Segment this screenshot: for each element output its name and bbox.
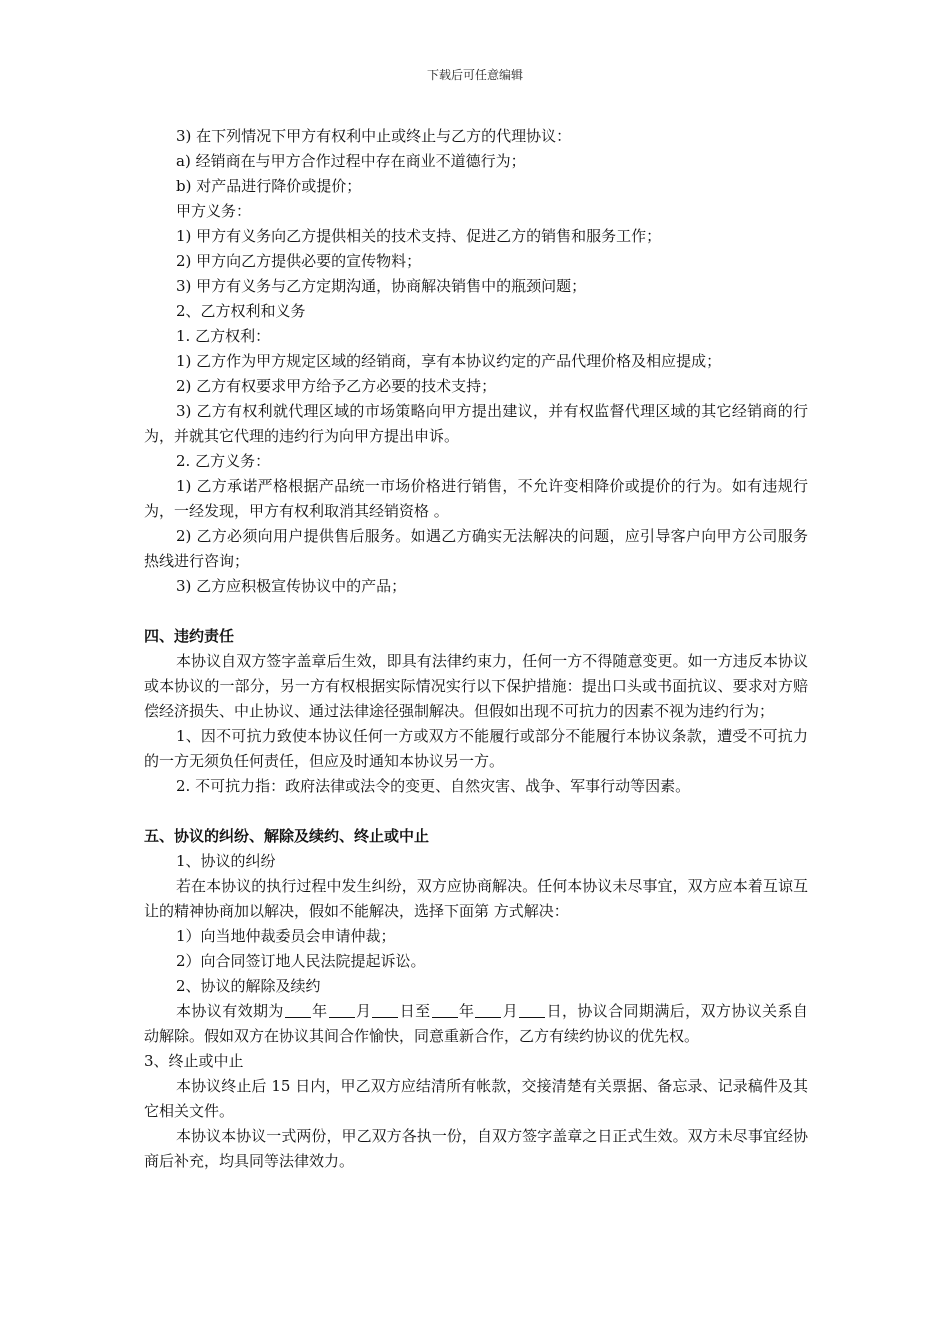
- section-5-option-1: 1）向当地仲裁委员会申请仲裁；: [176, 927, 396, 945]
- section-4-title: 四、违约责任: [144, 627, 235, 645]
- section-5-sub2-title: 2、协议的解除及续约: [176, 977, 321, 995]
- blank-end-day: [519, 1002, 545, 1018]
- validity-prefix: 本协议有效期为: [176, 1002, 284, 1020]
- unit-day-to: 日至: [399, 1002, 431, 1020]
- unit-year-2: 年: [458, 1002, 475, 1020]
- section-4-para-1: 本协议自双方签字盖章后生效，即具有法律约束力，任何一方不得随意变更。如一方违反本协议或本协议的一部分，另一方有权根据实际情况实行以下保护措施：提出口头或书面抗议、要求对方赔偿经济损失、中止协议、通过法律途径强制解决。但假如出现不可抗力的因素不视为违约行为；: [144, 652, 808, 720]
- clause-a: a) 经销商在与甲方合作过程中存在商业不道德行为；: [176, 152, 526, 170]
- party-a-duty-2: 2) 甲方向乙方提供必要的宣传物料；: [176, 252, 422, 270]
- validity-suffix: 日，协议合同期满后，双方协议关系自动解除。假如双方在协议其间合作愉快，同意重新合作，乙方有续约协议的优先权。: [144, 1002, 808, 1045]
- page-header: 下载后可任意编辑: [426, 68, 523, 82]
- party-b-duty-3: 3) 乙方应积极宣传协议中的产品；: [176, 577, 407, 595]
- section-4-para-2: 1、因不可抗力致使本协议任何一方或双方不能履行或部分不能履行本协议条款，遭受不可抗力的一方无须负任何责任，但应及时通知本协议另一方。: [144, 727, 808, 770]
- blank-end-year: [432, 1002, 458, 1018]
- clause-3-termination: 3) 在下列情况下甲方有权利中止或终止与乙方的代理协议：: [176, 127, 572, 145]
- section-4-para-3: 2. 不可抗力指：政府法律或法令的变更、自然灾害、战争、军事行动等因素。: [176, 777, 691, 795]
- unit-year-1: 年: [311, 1002, 328, 1020]
- section-5-sub3-para-1: 本协议终止后 15 日内，甲乙双方应结清所有帐款，交接清楚有关票据、备忘录、记录稿件及其它相关文件。: [144, 1077, 808, 1120]
- section-5-sub3-title: 3、终止或中止: [144, 1052, 244, 1070]
- blank-start-month: [329, 1002, 355, 1018]
- section-5-title: 五、协议的纠纷、解除及续约、终止或中止: [144, 827, 430, 845]
- section-5-sub1-para: 若在本协议的执行过程中发生纠纷，双方应协商解决。任何本协议未尽事宜，双方应本着互谅互让的精神协商加以解决，假如不能解决，选择下面第 方式解决：: [144, 877, 808, 920]
- party-b-section-heading: 2、乙方权利和义务: [176, 302, 306, 320]
- blank-start-year: [285, 1002, 311, 1018]
- unit-month-1: 月: [355, 1002, 372, 1020]
- blank-start-day: [372, 1002, 398, 1018]
- party-a-duty-1: 1) 甲方有义务向乙方提供相关的技术支持、促进乙方的销售和服务工作；: [176, 227, 662, 245]
- party-b-right-1: 1) 乙方作为甲方规定区域的经销商，享有本协议约定的产品代理价格及相应提成；: [176, 352, 722, 370]
- unit-month-2: 月: [502, 1002, 519, 1020]
- section-5-sub2-para: [144, 999, 808, 1049]
- party-b-duties-heading: 2. 乙方义务：: [176, 452, 271, 470]
- party-b-duty-2: 2) 乙方必须向用户提供售后服务。如遇乙方确实无法解决的问题，应引导客户向甲方公司服务热线进行咨询；: [144, 527, 808, 570]
- blank-end-month: [475, 1002, 501, 1018]
- document-body: [144, 124, 808, 1174]
- section-5-option-2: 2）向合同签订地人民法院提起诉讼。: [176, 952, 426, 970]
- party-b-right-3: 3) 乙方有权利就代理区域的市场策略向甲方提出建议，并有权监督代理区域的其它经销商的行为，并就其它代理的违约行为向甲方提出申诉。: [144, 402, 808, 445]
- party-b-duty-1: 1) 乙方承诺严格根据产品统一市场价格进行销售，不允许变相降价或提价的行为。如有违规行为，一经发现，甲方有权利取消其经销资格 。: [144, 477, 808, 520]
- section-5-sub3-para-2: 本协议本协议一式两份，甲乙双方各执一份，自双方签字盖章之日正式生效。双方未尽事宜经协商后补充，均具同等法律效力。: [144, 1127, 808, 1170]
- section-5-sub1-title: 1、协议的纠纷: [176, 852, 276, 870]
- clause-b: b) 对产品进行降价或提价；: [176, 177, 362, 195]
- party-a-duty-3: 3) 甲方有义务与乙方定期沟通，协商解决销售中的瓶颈问题；: [176, 277, 587, 295]
- party-b-right-2: 2) 乙方有权要求甲方给予乙方必要的技术支持；: [176, 377, 497, 395]
- party-b-rights-heading: 1. 乙方权利：: [176, 327, 271, 345]
- party-a-duties-heading: 甲方义务：: [176, 202, 252, 220]
